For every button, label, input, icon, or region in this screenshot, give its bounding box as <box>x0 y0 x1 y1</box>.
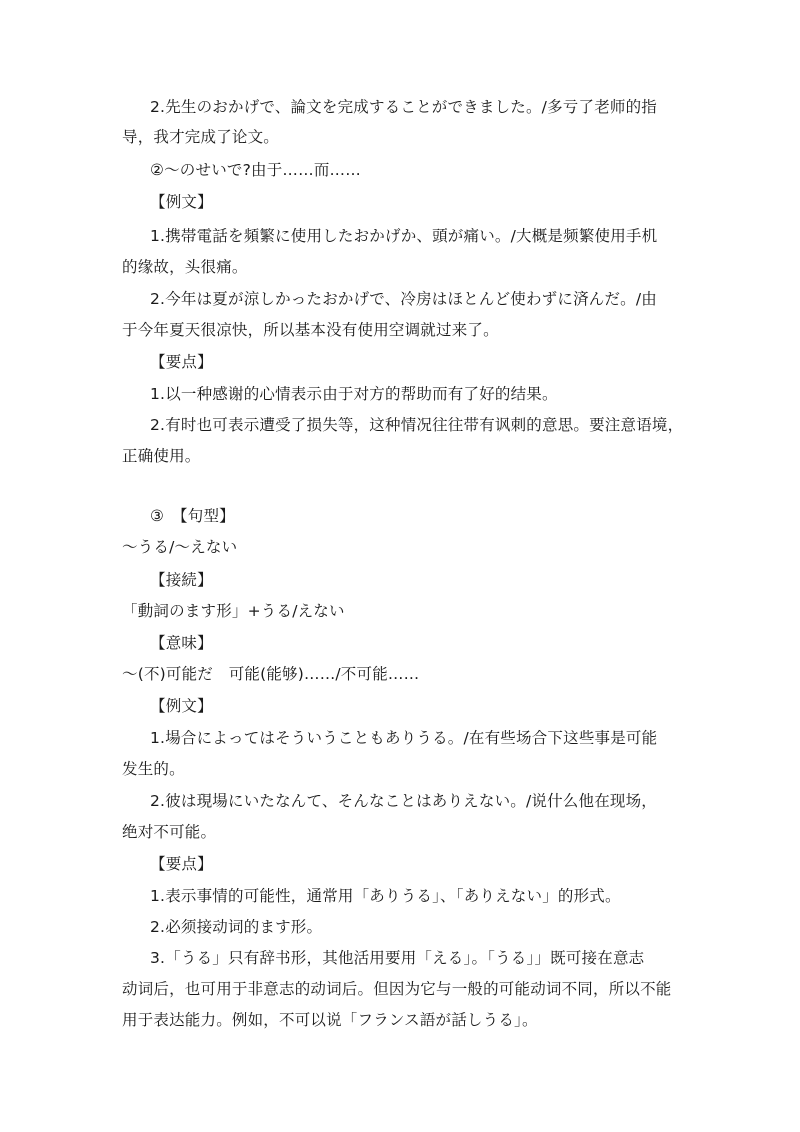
example-translation: 的缘故，头很痛。 <box>122 258 248 276</box>
section-label-points: 【要点】 <box>150 353 213 371</box>
example-sentence: 2.今年は夏が涼しかったおかげで、冷房はほとんど使わずに済んだ。/由 <box>150 290 658 308</box>
meaning-text: ～(不)可能だ 可能(能够)……/不可能…… <box>122 665 420 683</box>
section-label-meaning: 【意味】 <box>150 634 213 652</box>
pattern-text: ～うる/～えない <box>122 538 238 556</box>
point-item-continued: 动词后，也可用于非意志的动词后。但因为它与一般的可能动词不同，所以不能 <box>122 980 672 998</box>
example-translation: 发生的。 <box>122 760 185 778</box>
example-sentence: 1.場合によってはそういうこともありうる。/在有些场合下这些事是可能 <box>150 729 658 747</box>
section-label-points: 【要点】 <box>150 855 213 873</box>
point-item: 1.以一种感谢的心情表示由于对方的帮助而有了好的结果。 <box>150 385 558 403</box>
point-item-continued: 正确使用。 <box>122 447 201 465</box>
grammar-heading: ②～のせいで?由于……而…… <box>150 161 361 179</box>
point-item-continued: 用于表达能力。例如，不可以说「フランス語が話しうる」。 <box>122 1011 538 1029</box>
point-item: 1.表示事情的可能性，通常用「ありうる」、「ありえない」的形式。 <box>150 887 621 905</box>
grammar-heading: ③ 【句型】 <box>150 507 235 525</box>
point-item: 2.有时也可表示遭受了损失等，这种情况往往带有讽刺的意思。要注意语境， <box>150 416 684 434</box>
connection-text: 「動詞のます形」+うる/えない <box>122 602 345 620</box>
section-label-examples: 【例文】 <box>150 697 213 715</box>
point-item: 2.必须接动词的ます形。 <box>150 918 323 936</box>
example-translation: 于今年夏天很凉快，所以基本没有使用空调就过来了。 <box>122 321 499 339</box>
section-label-examples: 【例文】 <box>150 193 213 211</box>
section-label-connection: 【接続】 <box>150 571 213 589</box>
point-item: 3.「うる」只有辞书形，其他活用要用「える」。「うる」」既可接在意志 <box>150 949 645 967</box>
example-translation: 导，我才完成了论文。 <box>122 128 280 146</box>
example-sentence: 2.先生のおかげで、論文を完成することができました。/多亏了老师的指 <box>150 98 658 116</box>
example-sentence: 1.携帯電話を頻繁に使用したおかげか、頭が痛い。/大概是频繁使用手机 <box>150 227 658 245</box>
example-translation: 绝对不可能。 <box>122 823 217 841</box>
example-sentence: 2.彼は現場にいたなんて、そんなことはありえない。/说什么他在现场， <box>150 792 658 810</box>
